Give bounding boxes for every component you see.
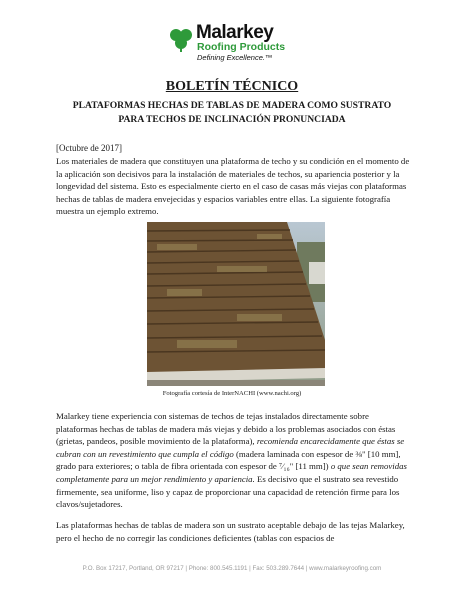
page-footer: P.O. Box 17217, Portland, OR 97217 | Phone: 800.545.1191 | Fax: 503.289.7644 | www.malarkeyroofing.com (82, 565, 382, 572)
paragraph-text: (madera laminada con espesor de ⅜" [10 mm], grado para exteriores; o tabla de fibra orientada con espesor de ⁷⁄₁₆" [11 mm]) (56, 448, 401, 472)
logo-brand: Malarkey (196, 22, 274, 43)
body-paragraph (56, 410, 411, 511)
paragraph-text: Malarkey tiene experiencia con sistemas de techos de tejas instalados directamente sobre plataformas hechas de tablas de madera más viejas y debido a los problemas asociados con éstas (grietas, pandeos, posible movimiento de la plataforma), (56, 411, 396, 447)
company-logo (168, 24, 318, 66)
paragraph-emphasis: o que sean removidas completamente para un mejor rendimiento y apariencia. (56, 461, 407, 484)
roof-photo (147, 222, 325, 386)
photo-caption: Fotografía cortesía de InterNACHI (www.nachi.org) (162, 390, 302, 397)
logo-subtitle: Roofing Products (197, 41, 286, 53)
paragraph-text: Es decisivo que el sustrato sea revestido firmemente, sea uniforme, liso y capaz de proporcionar una capacidad de retención firme para los clavos/sujetadores. (56, 473, 400, 510)
intro-paragraph: Los materiales de madera que constituyen una plataforma de techo y su condición en el momento de la aplicación son decisivos para la instalación de materiales de techos, su apariencia posterior y la longevidad del sistema. Esto es especialmente cierto en el caso de casas más viejas con plataformas hechas de tablas de madera envejecidas y espacios variables entre ellas. La siguiente fotografía muestra un ejemplo extremo. (56, 156, 410, 217)
document-date: [Octubre de 2017] (56, 143, 122, 153)
page-title: BOLETÍN TÉCNICO (165, 79, 299, 94)
paragraph-emphasis: recomienda encarecidamente que éstas se cubran con un revestimiento que cumpla el código (56, 436, 405, 459)
clover-icon (168, 26, 194, 52)
document-subtitle: PLATAFORMAS HECHAS DE TABLAS DE MADERA COMO SUSTRATO PARA TECHOS DE INCLINACIÓN PRONUNCIADA (72, 100, 392, 125)
logo-tagline: Defining Excellence.™ (197, 53, 273, 62)
closing-paragraph: Las plataformas hechas de tablas de madera son un sustrato aceptable debajo de las tejas Malarkey, pero el hecho de no corregir las condiciones deficientes (tablas con espacios de (56, 520, 405, 543)
